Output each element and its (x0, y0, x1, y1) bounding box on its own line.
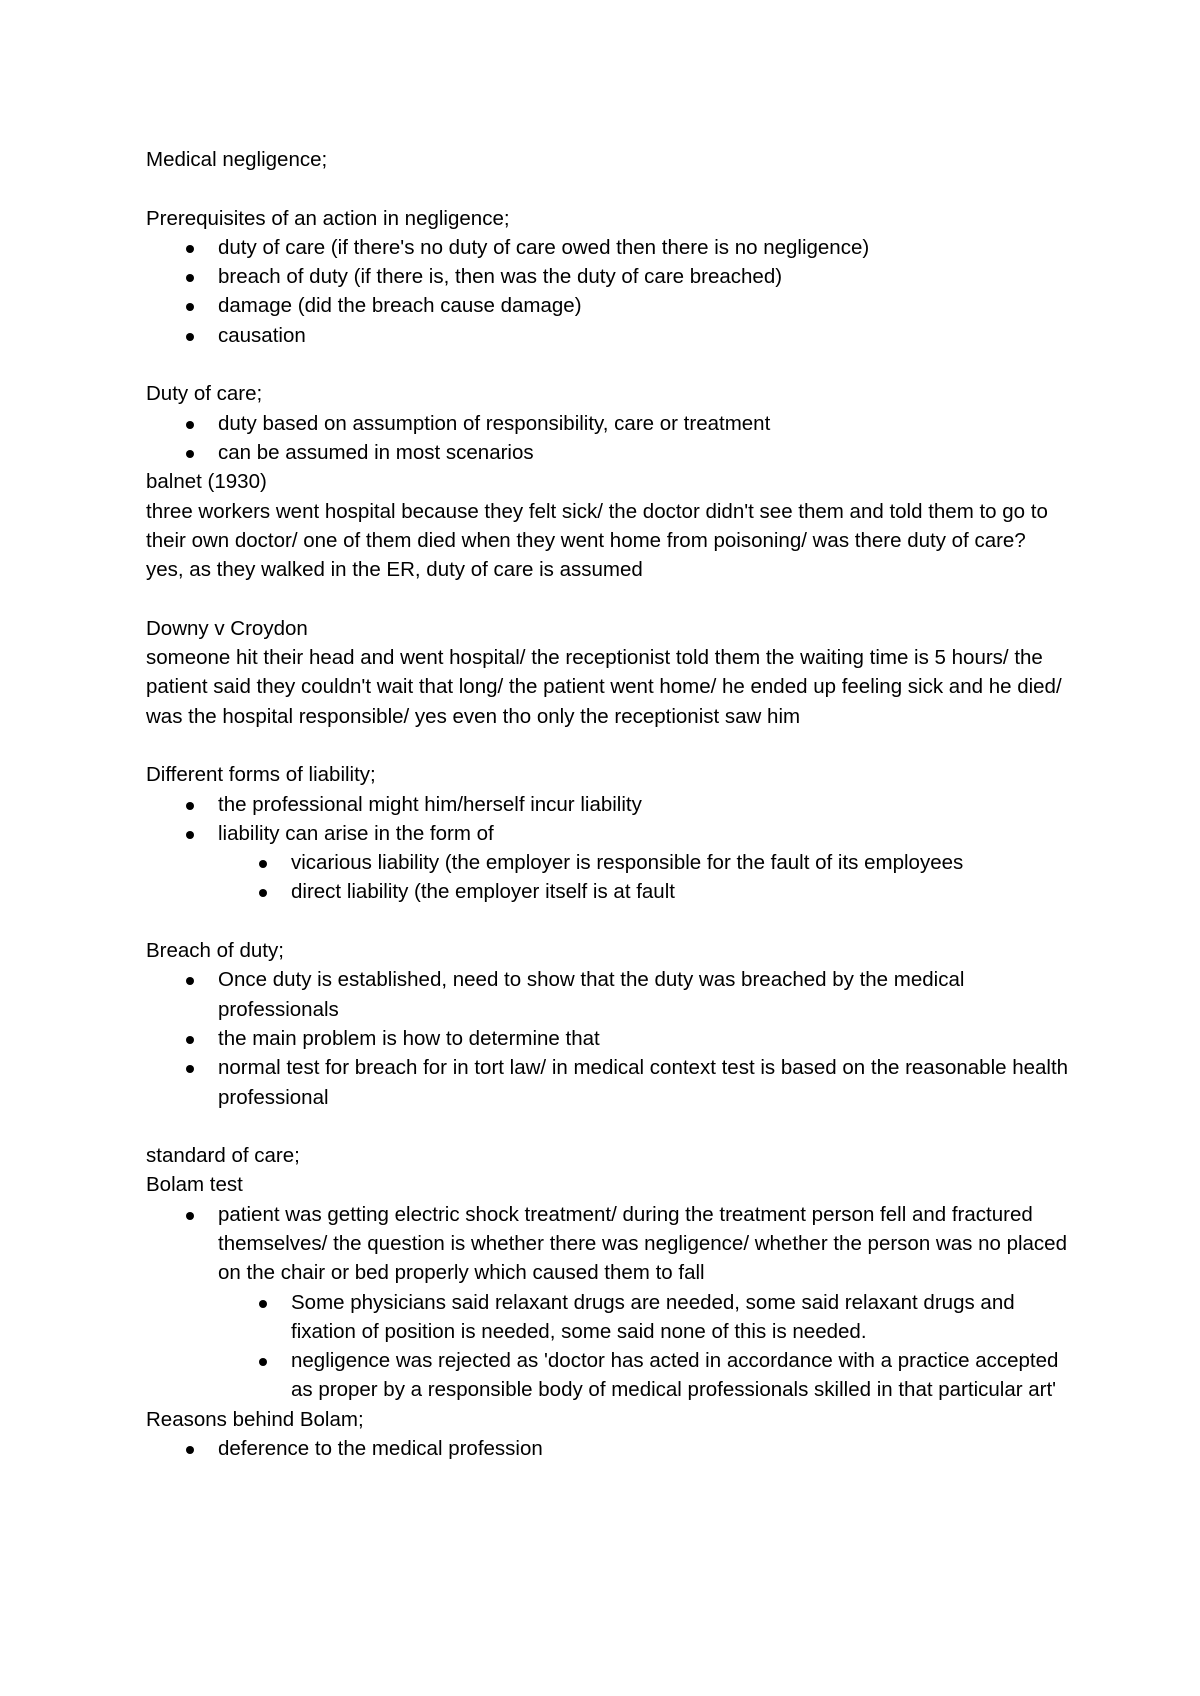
list-item: liability can arise in the form of (146, 819, 1076, 848)
list-item: duty based on assumption of responsibility, care or treatment (146, 409, 1076, 438)
breach-list (146, 965, 1076, 1111)
liability-heading: Different forms of liability; (146, 763, 376, 787)
reasons-list (146, 1434, 1076, 1463)
list-item: the professional might him/herself incur liability (146, 790, 1076, 819)
spacer (146, 907, 1076, 936)
case-answer-balnet: yes, as they walked in the ER, duty of care is assumed (146, 558, 643, 582)
list-item: damage (did the breach cause damage) (146, 291, 1076, 320)
breach-heading: Breach of duty; (146, 939, 284, 963)
list-item: the main problem is how to determine that (146, 1024, 1076, 1053)
reasons-heading: Reasons behind Bolam; (146, 1407, 364, 1431)
bolam-subheading: Bolam test (146, 1173, 243, 1197)
bolam-sublist (146, 1288, 1076, 1405)
document-page (146, 145, 1076, 1463)
bolam-list (146, 1200, 1076, 1288)
list-item: Some physicians said relaxant drugs are needed, some said relaxant drugs and fixation of position is needed, some said none of this is needed. (146, 1288, 1076, 1347)
list-item: deference to the medical profession (146, 1434, 1076, 1463)
case-title-downy: Downy v Croydon (146, 616, 308, 640)
list-item: normal test for breach for in tort law/ in medical context test is based on the reasonable health professional (146, 1053, 1076, 1112)
list-item: duty of care (if there's no duty of care owed then there is no negligence) (146, 233, 1076, 262)
list-item: patient was getting electric shock treatment/ during the treatment person fell and fractured themselves/ the question is whether there was negligence/ whether the person was no placed on the chair or bed properly which caused them to fall (146, 1200, 1076, 1288)
spacer (146, 1112, 1076, 1141)
liability-list (146, 790, 1076, 849)
prerequisites-list (146, 233, 1076, 350)
spacer (146, 174, 1076, 203)
list-item: causation (146, 321, 1076, 350)
list-item: negligence was rejected as 'doctor has acted in accordance with a practice accepted as proper by a responsible body of medical professionals skilled in that particular art' (146, 1346, 1076, 1405)
list-item: Once duty is established, need to show that the duty was breached by the medical professionals (146, 965, 1076, 1024)
liability-sublist (146, 848, 1076, 907)
duty-of-care-heading: Duty of care; (146, 382, 263, 406)
standard-heading: standard of care; (146, 1144, 300, 1168)
case-text-balnet: three workers went hospital because they felt sick/ the doctor didn't see them and told them to go to their own doctor/ one of them died when they went home from poisoning/ was there duty of care? (146, 499, 1048, 552)
spacer (146, 350, 1076, 379)
spacer (146, 584, 1076, 613)
case-text-downy: someone hit their head and went hospital/ the receptionist told them the waiting time is 5 hours/ the patient said they couldn't wait that long/ the patient went home/ he ended up feeling sick and he died/ was the hospital responsible/ yes even tho only the receptionist saw him (146, 646, 1062, 728)
list-item: vicarious liability (the employer is responsible for the fault of its employees (146, 848, 1076, 877)
document-title: Medical negligence; (146, 148, 328, 171)
prerequisites-heading: Prerequisites of an action in negligence; (146, 206, 510, 230)
case-title-balnet: balnet (1930) (146, 470, 267, 494)
spacer (146, 731, 1076, 760)
list-item: can be assumed in most scenarios (146, 438, 1076, 467)
duty-of-care-list (146, 409, 1076, 468)
list-item: breach of duty (if there is, then was the duty of care breached) (146, 262, 1076, 291)
list-item: direct liability (the employer itself is at fault (146, 877, 1076, 906)
